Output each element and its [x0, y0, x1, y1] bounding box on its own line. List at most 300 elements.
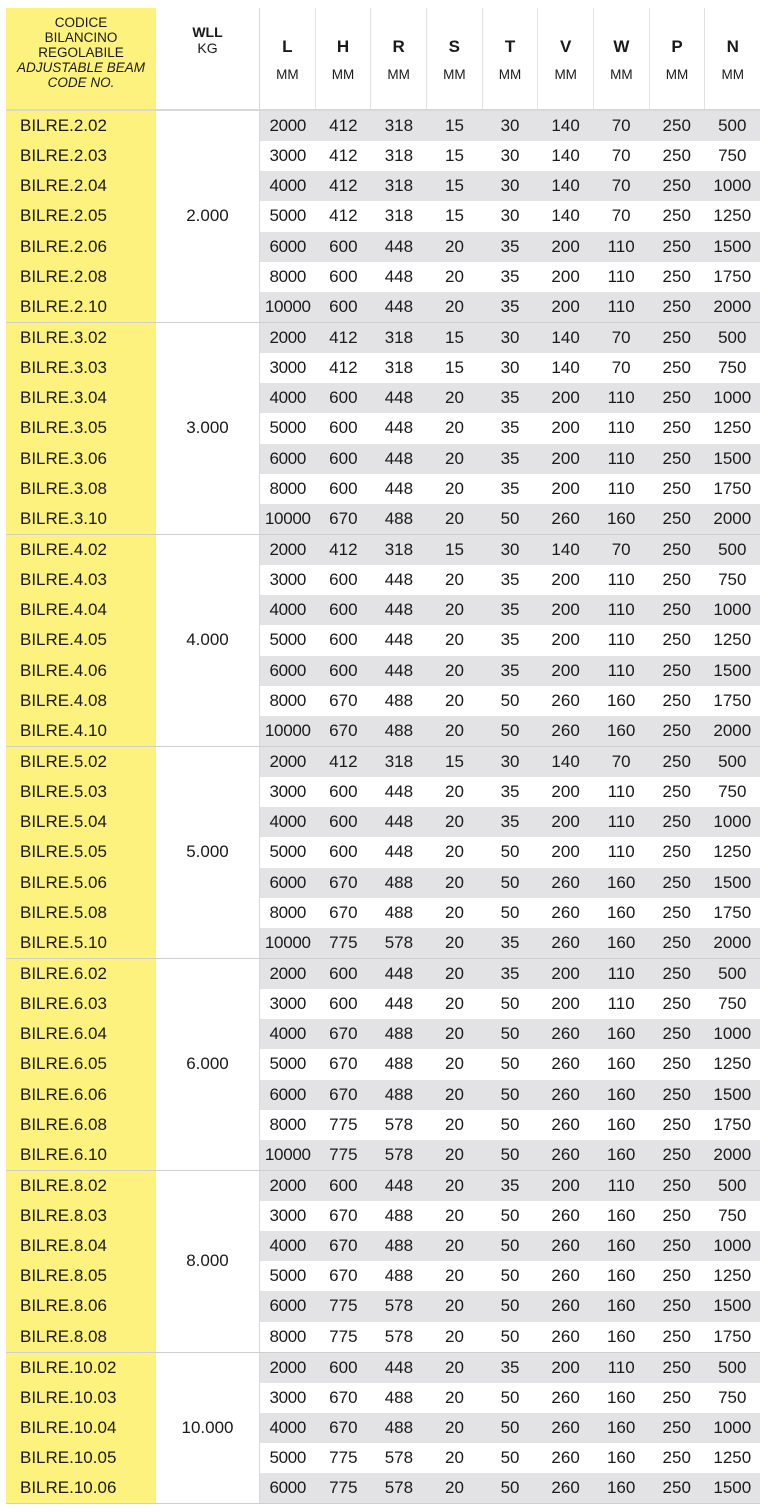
cell-n: 750: [718, 1206, 747, 1226]
cell-t: 30: [500, 327, 520, 347]
cell-n: 500: [718, 1175, 747, 1195]
product-code: BILRE.6.04: [20, 1024, 107, 1044]
cell-v: 200: [551, 1357, 580, 1377]
cell-l: 10000: [264, 296, 311, 316]
cell-p: 250: [662, 146, 691, 166]
cell-t: 35: [500, 630, 520, 650]
table-row: [260, 1201, 760, 1231]
cell-p: 250: [662, 448, 691, 468]
cell-l: 2000: [269, 1357, 307, 1377]
cell-s: 20: [445, 266, 464, 286]
cell-r: 318: [384, 206, 414, 226]
cell-p: 250: [662, 327, 691, 347]
product-code: BILRE.5.10: [20, 932, 107, 952]
column-unit: MM: [331, 67, 355, 82]
table-row: [260, 1322, 760, 1352]
cell-w: 160: [606, 1418, 636, 1438]
cell-p: 250: [662, 1296, 691, 1316]
cell-t: 30: [500, 539, 520, 559]
cell-n: 1000: [713, 176, 752, 196]
cell-r: 488: [384, 720, 414, 740]
cell-h: 412: [329, 327, 358, 347]
product-code: BILRE.2.06: [20, 236, 107, 256]
cell-s: 20: [445, 1326, 464, 1346]
table-row: [260, 989, 760, 1019]
cell-w: 110: [607, 600, 635, 620]
cell-n: 750: [718, 570, 747, 590]
cell-s: 20: [445, 720, 464, 740]
cell-w: 160: [606, 1144, 636, 1164]
column-header-l: [260, 8, 316, 109]
column-unit: MM: [610, 67, 633, 82]
cell-l: 3000: [269, 358, 307, 378]
cell-l: 6000: [269, 1296, 307, 1316]
cell-r: 578: [384, 1448, 414, 1468]
cell-t: 35: [500, 932, 520, 952]
spec-table: [6, 8, 760, 1504]
cell-r: 318: [384, 176, 414, 196]
cell-v: 260: [551, 1387, 580, 1407]
cell-h: 600: [329, 630, 358, 650]
cell-r: 488: [384, 1418, 414, 1438]
column-unit: MM: [498, 67, 522, 82]
cell-v: 140: [551, 358, 580, 378]
cell-n: 1000: [713, 600, 752, 620]
cell-l: 2000: [269, 116, 307, 135]
table-row: [260, 1413, 760, 1443]
product-code: BILRE.10.02: [20, 1357, 117, 1377]
table-row: [260, 1291, 760, 1321]
product-code: BILRE.8.02: [20, 1175, 107, 1195]
cell-h: 600: [329, 236, 358, 256]
cell-w: 110: [607, 570, 635, 590]
product-code: BILRE.8.05: [20, 1266, 107, 1286]
cell-n: 1000: [713, 1418, 752, 1438]
product-code: BILRE.6.06: [20, 1084, 107, 1104]
cell-s: 20: [445, 1084, 464, 1104]
cell-h: 412: [329, 176, 358, 196]
cell-v: 260: [551, 1024, 580, 1044]
cell-p: 250: [662, 1054, 691, 1074]
cell-w: 160: [606, 1266, 636, 1286]
cell-r: 578: [384, 1326, 414, 1346]
wll-group: [6, 959, 760, 1171]
cell-w: 160: [606, 1326, 636, 1346]
wll-group: [6, 323, 760, 535]
cell-v: 140: [551, 751, 580, 771]
table-row: [260, 656, 760, 686]
cell-w: 70: [611, 116, 631, 135]
wll-value: 4.000: [156, 535, 260, 746]
cell-h: 412: [329, 539, 358, 559]
table-row: [260, 1049, 760, 1079]
cell-s: 20: [445, 1175, 464, 1195]
product-code: BILRE.10.04: [20, 1418, 117, 1438]
cell-l: 4000: [269, 1024, 307, 1044]
cell-t: 35: [500, 236, 520, 256]
cell-l: 3000: [269, 994, 307, 1014]
code-column: [6, 111, 156, 322]
cell-n: 1500: [713, 872, 752, 892]
cell-l: 8000: [269, 478, 307, 498]
cell-t: 50: [500, 1024, 520, 1044]
cell-s: 20: [445, 782, 464, 802]
cell-h: 670: [329, 720, 358, 740]
cell-l: 5000: [269, 1448, 307, 1468]
cell-p: 250: [662, 782, 691, 802]
cell-h: 600: [329, 994, 358, 1014]
cell-p: 250: [662, 1175, 691, 1195]
cell-r: 578: [384, 932, 414, 952]
cell-w: 160: [606, 1448, 636, 1468]
cell-v: 260: [551, 1266, 580, 1286]
cell-l: 6000: [269, 448, 307, 468]
cell-r: 578: [384, 1296, 414, 1316]
column-header-v: [538, 8, 594, 109]
column-header-s: [427, 8, 483, 109]
cell-v: 140: [551, 539, 580, 559]
cell-r: 318: [384, 327, 414, 347]
code-header-line: CODICE: [54, 15, 108, 30]
cell-n: 1000: [713, 1236, 752, 1256]
cell-p: 250: [662, 630, 691, 650]
cell-w: 70: [611, 146, 631, 166]
product-code: BILRE.8.04: [20, 1236, 107, 1256]
cell-s: 20: [445, 902, 464, 922]
column-letter: H: [336, 37, 350, 56]
cell-p: 250: [662, 1448, 691, 1468]
cell-t: 35: [500, 963, 520, 983]
cell-l: 6000: [269, 1478, 307, 1498]
table-row: [260, 383, 760, 413]
cell-v: 260: [551, 902, 580, 922]
cell-r: 448: [384, 600, 414, 620]
cell-t: 35: [500, 448, 520, 468]
cell-w: 160: [606, 1296, 636, 1316]
cell-v: 140: [551, 116, 580, 135]
product-code: BILRE.8.06: [20, 1296, 107, 1316]
product-code: BILRE.3.10: [20, 508, 107, 528]
product-code: BILRE.5.02: [20, 751, 107, 771]
code-column: [6, 747, 156, 958]
cell-v: 200: [551, 236, 580, 256]
wll-group: [6, 1353, 760, 1505]
cell-h: 600: [329, 963, 358, 983]
cell-t: 50: [500, 842, 520, 862]
cell-n: 500: [718, 963, 747, 983]
cell-p: 250: [662, 1387, 691, 1407]
cell-n: 1250: [713, 206, 752, 226]
cell-w: 110: [607, 782, 635, 802]
column-unit: MM: [443, 67, 466, 82]
cell-w: 110: [607, 842, 635, 862]
cell-s: 20: [445, 1266, 464, 1286]
cell-r: 488: [384, 902, 414, 922]
cell-t: 35: [500, 1357, 520, 1377]
cell-r: 488: [384, 1387, 414, 1407]
dimension-rows: [260, 1171, 760, 1352]
cell-l: 8000: [269, 1326, 307, 1346]
cell-r: 448: [384, 660, 414, 680]
table-row: [260, 747, 760, 777]
cell-w: 160: [606, 1024, 636, 1044]
wll-header-label: WLL: [192, 24, 223, 40]
cell-h: 600: [329, 782, 358, 802]
cell-p: 250: [662, 266, 691, 286]
cell-r: 448: [384, 296, 414, 316]
table-row: [260, 716, 760, 746]
cell-r: 488: [384, 690, 414, 710]
wll-group: [6, 747, 760, 959]
cell-p: 250: [662, 508, 691, 528]
product-code: BILRE.3.02: [20, 327, 107, 347]
wll-value: 3.000: [156, 323, 260, 534]
cell-n: 2000: [713, 932, 752, 952]
product-code: BILRE.6.02: [20, 963, 107, 983]
cell-w: 70: [611, 358, 631, 378]
cell-v: 260: [551, 872, 580, 892]
wll-value: 8.000: [156, 1171, 260, 1352]
table-row: [260, 201, 760, 231]
column-unit: MM: [665, 67, 689, 82]
cell-h: 670: [329, 690, 358, 710]
cell-s: 15: [445, 358, 464, 378]
cell-r: 448: [384, 236, 414, 256]
cell-w: 110: [607, 478, 635, 498]
cell-t: 35: [500, 600, 520, 620]
cell-n: 750: [718, 782, 747, 802]
product-code: BILRE.5.06: [20, 872, 107, 892]
cell-w: 70: [611, 751, 631, 771]
column-letter: T: [504, 37, 516, 56]
product-code: BILRE.10.06: [20, 1478, 117, 1498]
cell-p: 250: [662, 1114, 691, 1134]
cell-v: 260: [551, 932, 580, 952]
code-column: [6, 1171, 156, 1352]
cell-r: 488: [384, 1024, 414, 1044]
cell-v: 200: [551, 630, 580, 650]
cell-t: 50: [500, 1296, 520, 1316]
cell-h: 670: [329, 1266, 358, 1286]
cell-p: 250: [662, 751, 691, 771]
cell-s: 20: [445, 963, 464, 983]
cell-h: 670: [329, 1387, 358, 1407]
table-row: [260, 1080, 760, 1110]
dimension-rows: [260, 959, 760, 1170]
cell-h: 775: [329, 1326, 358, 1346]
product-code: BILRE.5.04: [20, 812, 107, 832]
table-row: [260, 1443, 760, 1473]
product-code: BILRE.4.04: [20, 600, 107, 620]
cell-h: 412: [329, 206, 358, 226]
cell-r: 448: [384, 994, 414, 1014]
cell-w: 70: [611, 176, 631, 196]
cell-t: 35: [500, 570, 520, 590]
cell-r: 448: [384, 478, 414, 498]
cell-h: 775: [329, 1144, 358, 1164]
dimension-rows: [260, 535, 760, 746]
cell-v: 200: [551, 812, 580, 832]
cell-h: 775: [329, 932, 358, 952]
cell-p: 250: [662, 994, 691, 1014]
cell-n: 500: [718, 539, 747, 559]
product-code: BILRE.3.05: [20, 418, 107, 438]
cell-p: 250: [662, 600, 691, 620]
cell-w: 110: [607, 1357, 635, 1377]
cell-w: 160: [606, 1236, 636, 1256]
cell-p: 250: [662, 1206, 691, 1226]
table-row: [260, 1261, 760, 1291]
cell-n: 1500: [713, 1478, 752, 1498]
cell-h: 600: [329, 570, 358, 590]
cell-v: 200: [551, 994, 580, 1014]
cell-p: 250: [662, 1326, 691, 1346]
cell-r: 318: [384, 539, 414, 559]
cell-r: 488: [384, 1206, 414, 1226]
cell-r: 488: [384, 1054, 414, 1074]
cell-n: 1500: [713, 1084, 752, 1104]
cell-p: 250: [662, 1024, 691, 1044]
wll-group: [6, 111, 760, 323]
cell-r: 488: [384, 1236, 414, 1256]
cell-w: 110: [607, 296, 635, 316]
product-code: BILRE.2.08: [20, 266, 107, 286]
cell-t: 50: [500, 1144, 520, 1164]
cell-p: 250: [662, 116, 691, 135]
cell-l: 3000: [269, 1387, 307, 1407]
cell-n: 1750: [713, 478, 752, 498]
cell-n: 500: [718, 751, 747, 771]
product-code: BILRE.2.04: [20, 176, 107, 196]
code-column: [6, 323, 156, 534]
product-code: BILRE.8.03: [20, 1206, 107, 1226]
cell-n: 1250: [713, 842, 752, 862]
cell-h: 600: [329, 1175, 358, 1195]
table-row: [260, 111, 760, 141]
product-code: BILRE.4.08: [20, 690, 107, 710]
cell-t: 50: [500, 1326, 520, 1346]
cell-w: 160: [606, 1387, 636, 1407]
wll-value: 5.000: [156, 747, 260, 958]
cell-s: 20: [445, 1357, 464, 1377]
cell-w: 110: [607, 236, 635, 256]
cell-h: 600: [329, 812, 358, 832]
cell-v: 260: [551, 1236, 580, 1256]
cell-t: 35: [500, 782, 520, 802]
product-code: BILRE.3.08: [20, 478, 107, 498]
cell-l: 5000: [269, 1054, 307, 1074]
column-letter: S: [448, 37, 461, 56]
cell-r: 488: [384, 872, 414, 892]
cell-t: 35: [500, 478, 520, 498]
column-letter: L: [282, 37, 293, 56]
cell-v: 260: [551, 720, 580, 740]
product-code: BILRE.6.03: [20, 994, 107, 1014]
cell-w: 160: [606, 720, 636, 740]
cell-n: 1250: [713, 1448, 752, 1468]
column-unit: MM: [554, 67, 577, 82]
cell-t: 50: [500, 1084, 520, 1104]
cell-t: 50: [500, 1478, 520, 1498]
cell-s: 20: [445, 296, 464, 316]
cell-t: 50: [500, 994, 520, 1014]
cell-l: 2000: [269, 1175, 307, 1195]
code-header-line-italic: ADJUSTABLE BEAM: [16, 60, 146, 75]
cell-s: 20: [445, 1024, 464, 1044]
cell-v: 260: [551, 1448, 580, 1468]
cell-r: 578: [384, 1144, 414, 1164]
cell-p: 250: [662, 902, 691, 922]
cell-l: 5000: [269, 842, 307, 862]
table-row: [260, 1383, 760, 1413]
cell-p: 250: [662, 236, 691, 256]
product-code: BILRE.3.03: [20, 358, 107, 378]
wll-value: 2.000: [156, 111, 260, 322]
cell-h: 412: [329, 358, 358, 378]
cell-v: 200: [551, 842, 580, 862]
cell-w: 160: [606, 1084, 636, 1104]
cell-l: 6000: [269, 872, 307, 892]
cell-s: 15: [445, 116, 464, 135]
cell-l: 2000: [269, 539, 307, 559]
cell-v: 260: [551, 1054, 580, 1074]
cell-l: 3000: [269, 782, 307, 802]
cell-r: 318: [384, 358, 414, 378]
cell-h: 670: [329, 1054, 358, 1074]
cell-h: 775: [329, 1114, 358, 1134]
code-column: [6, 1353, 156, 1504]
cell-l: 6000: [269, 236, 307, 256]
cell-v: 260: [551, 1206, 580, 1226]
cell-h: 670: [329, 1206, 358, 1226]
table-row: [260, 686, 760, 716]
cell-s: 20: [445, 1114, 464, 1134]
dimension-rows: [260, 747, 760, 958]
cell-n: 1250: [713, 418, 752, 438]
cell-t: 35: [500, 812, 520, 832]
product-code: BILRE.4.02: [20, 539, 107, 559]
cell-n: 500: [718, 327, 747, 347]
cell-r: 448: [384, 630, 414, 650]
product-code: BILRE.5.03: [20, 782, 107, 802]
product-code: BILRE.2.10: [20, 296, 107, 316]
cell-h: 670: [329, 902, 358, 922]
cell-r: 448: [384, 418, 414, 438]
cell-t: 50: [500, 1418, 520, 1438]
cell-t: 50: [500, 1266, 520, 1286]
cell-s: 15: [445, 327, 464, 347]
cell-r: 578: [384, 1114, 414, 1134]
cell-n: 750: [718, 358, 747, 378]
cell-r: 448: [384, 1357, 414, 1377]
cell-s: 20: [445, 1387, 464, 1407]
cell-l: 3000: [269, 1206, 307, 1226]
wll-column-header: [156, 8, 260, 109]
cell-s: 15: [445, 751, 464, 771]
cell-v: 200: [551, 963, 580, 983]
column-header-r: [371, 8, 427, 109]
cell-s: 20: [445, 1206, 464, 1226]
cell-p: 250: [662, 358, 691, 378]
cell-l: 5000: [269, 630, 307, 650]
cell-l: 8000: [269, 1114, 307, 1134]
cell-s: 15: [445, 146, 464, 166]
cell-p: 250: [662, 1357, 691, 1377]
cell-w: 160: [606, 690, 636, 710]
table-row: [260, 232, 760, 262]
cell-v: 200: [551, 660, 580, 680]
cell-n: 750: [718, 994, 747, 1014]
